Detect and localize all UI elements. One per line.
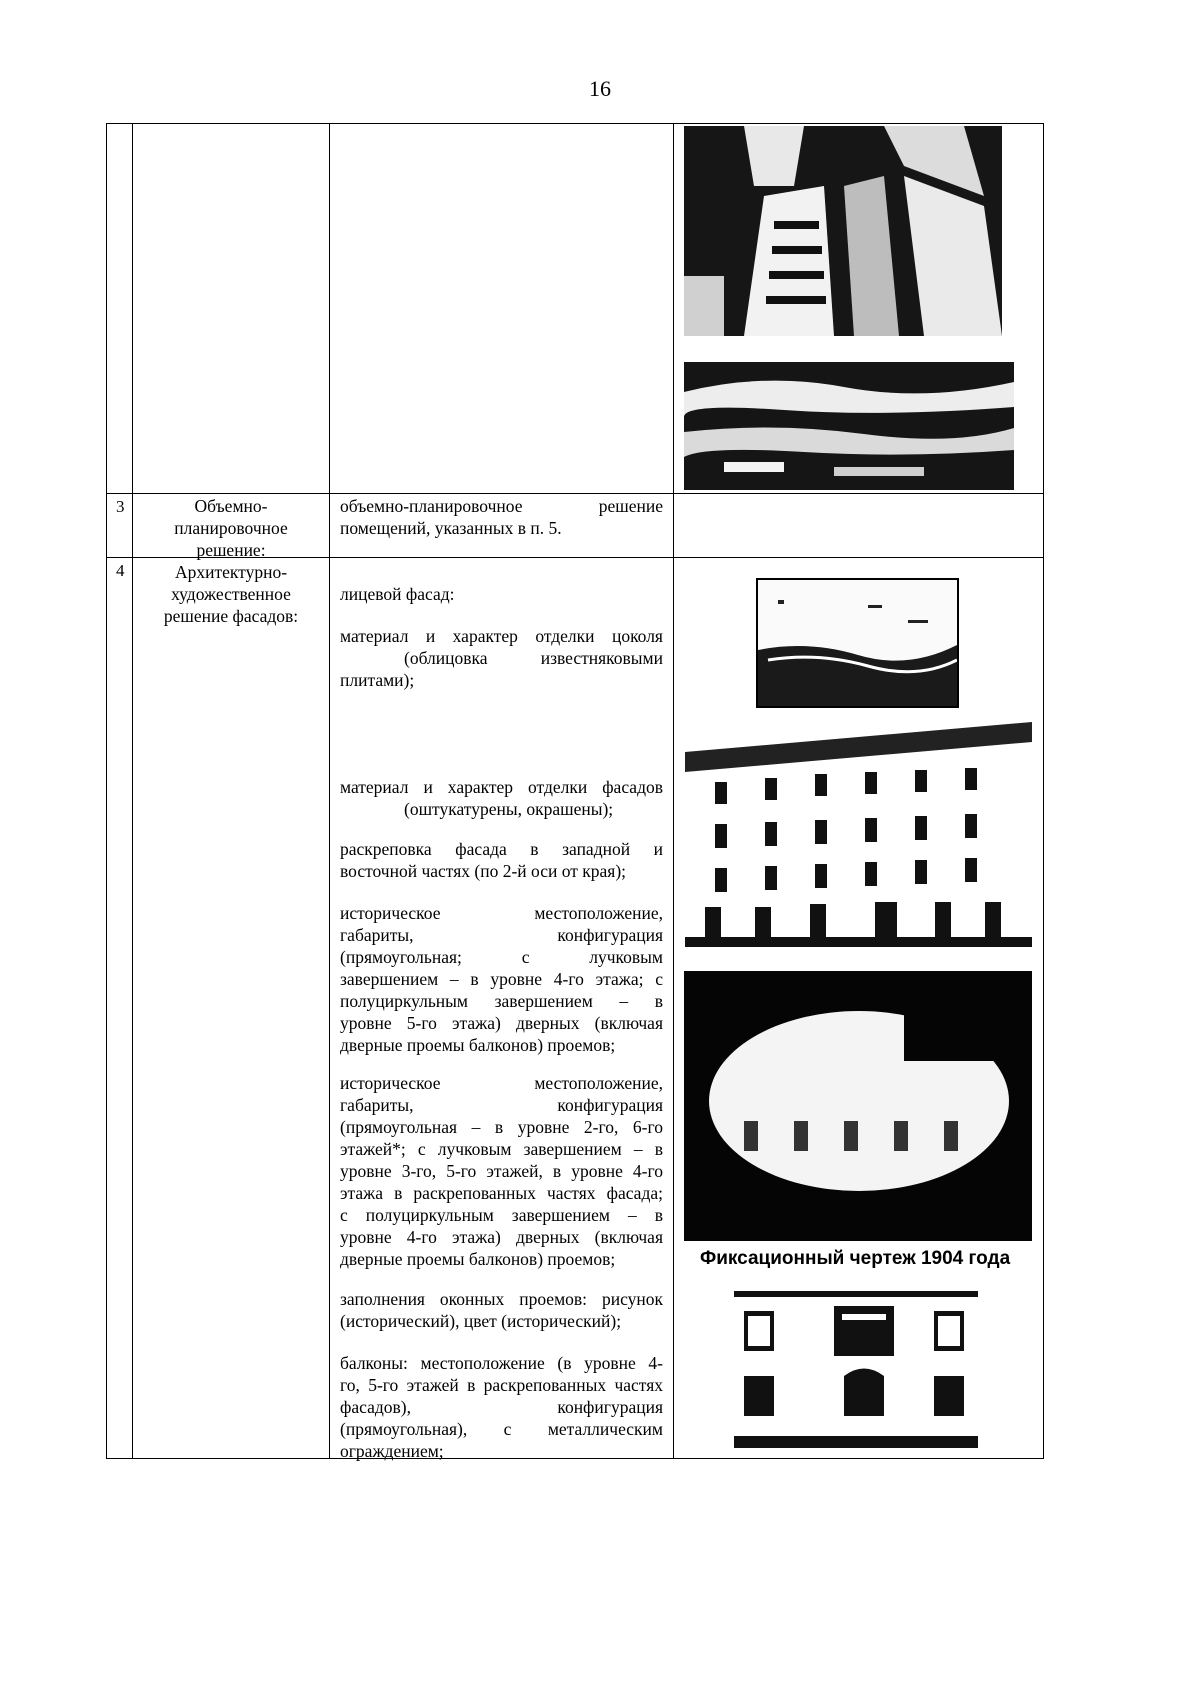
table-col-divider [673,123,674,1459]
row-number: 4 [116,561,125,580]
facade-item: материал и характер отделки фасадов (оштукатурены, окрашены); [340,777,663,819]
facade-item: материал и характер отделки цоколя (облицовка известняковыми плитами); [340,626,663,690]
row-title: Объемно- планировочное решение: [174,496,288,560]
facade-item: заполнения оконных проемов: рисунок (исторический), цвет (исторический); [340,1289,663,1331]
facade-item: балконы: местоположение (в уровне 4- го, 5-го этажей в раскрепованных частях фасадов), конфигурация (прямоугольная), с металлическим ограждением; [340,1353,663,1461]
table-row-divider [106,493,1044,494]
staircase-detail-photo [684,362,1014,490]
facade-photo [685,712,1032,947]
row-title: Архитектурно- художественное решение фасадов: [163,562,299,626]
table-border-right [1043,123,1044,1459]
photo-caption: Фиксационный чертеж 1904 года [700,1248,1011,1269]
facade-item: лицевой фасад: [340,584,455,604]
facade-item: раскреповка фасада в западной и восточной частях (по 2-й оси от края); [340,839,663,881]
table-col-divider [329,123,330,1459]
table-border-top [106,123,1044,124]
staircase-photo [684,126,1002,336]
facade-item: историческое местоположение, габариты, конфигурация (прямоугольная – в уровне 2-го, 6-го этажей*; с лучковым завершением – в уровне 3-го, 5-го этажей, в уровне 4-го этажа в раскрепованных частях фасада; с полуциркульным завершением – в уровне 4-го этажа) дверных (включая дверные проемы балконов) проемов; [340,1073,663,1269]
table-col-divider [132,123,133,1459]
table-border-left [106,123,107,1459]
page-number: 16 [589,76,611,101]
row-description: объемно-планировочное решение помещений, указанных в п. 5. [340,496,663,538]
balcony-photo [734,1286,978,1450]
facade-item: историческое местоположение, габариты, конфигурация (прямоугольная; с лучковым завершением – в уровне 4-го этажа; с полуциркульным завершением – в уровне 5-го этажа) дверных (включая дверные проемы балконов) проемов; [340,903,663,1055]
row-number: 3 [116,497,125,516]
plinth-photo [756,578,959,708]
historic-drawing-photo [684,971,1032,1241]
